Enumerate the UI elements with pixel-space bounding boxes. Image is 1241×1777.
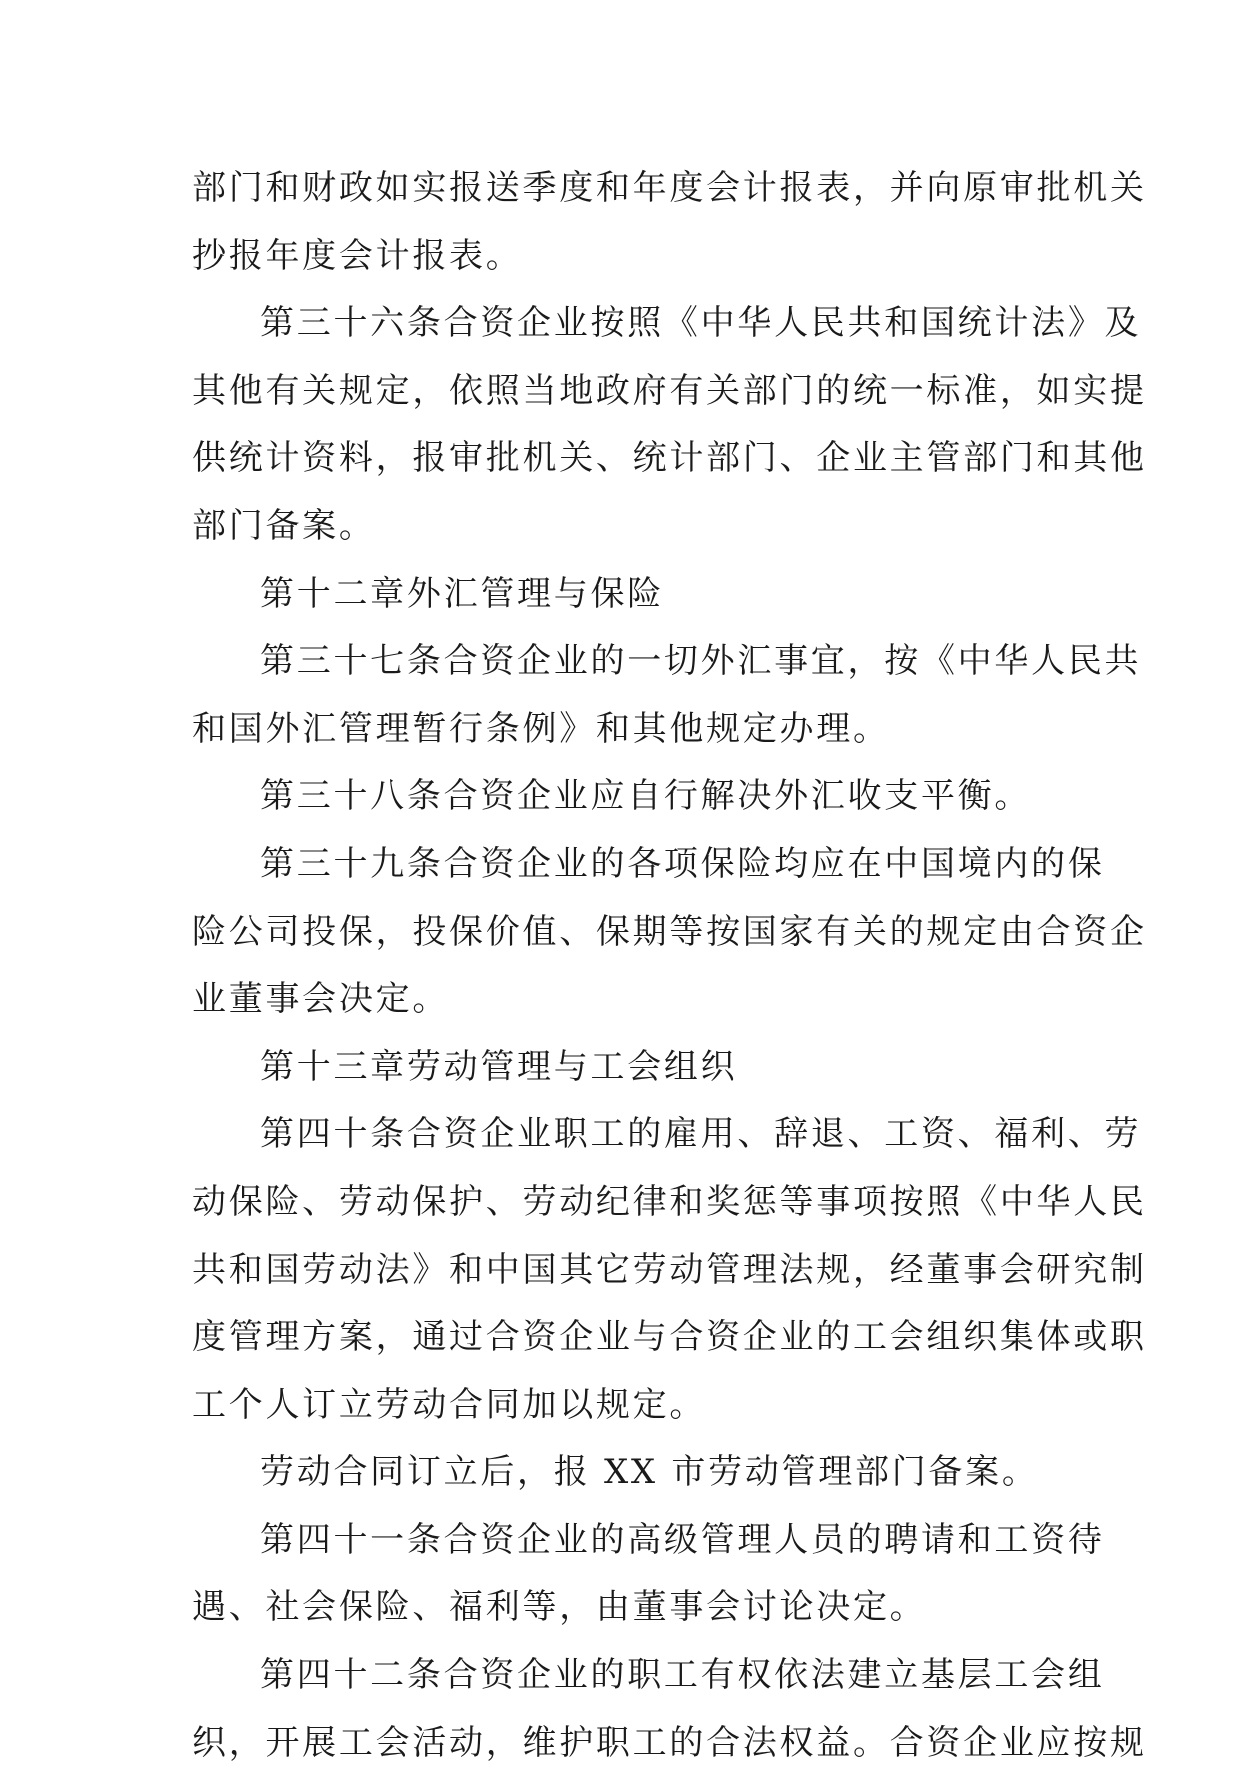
text-line: 第三十八条合资企业应自行解决外汇收支平衡。 <box>260 776 1032 817</box>
document-body <box>192 155 1147 1777</box>
text-line: 第三十六条合资企业按照《中华人民共和国统计法》及 <box>260 303 1142 344</box>
text-line: 其他有关规定，依照当地政府有关部门的统一标准，如实提 <box>192 370 1147 411</box>
paragraph-article-41 <box>192 1507 1105 1642</box>
paragraph-article-39 <box>192 831 1147 1034</box>
text-line: 第四十一条合资企业的高级管理人员的聘请和工资待 <box>260 1519 1105 1560</box>
text-line: 劳动合同订立后，报 XX 市劳动管理部门备案。 <box>260 1452 1039 1493</box>
paragraph-article-38 <box>192 763 1050 831</box>
text-line: 供统计资料，报审批机关、统计部门、企业主管部门和其他 <box>192 438 1147 479</box>
text-line: 险公司投保，投保价值、保期等按国家有关的规定由合资企 <box>192 911 1147 952</box>
paragraph-article-37 <box>192 628 1142 763</box>
text-line: 度管理方案，通过合资企业与合资企业的工会组织集体或职 <box>192 1317 1147 1358</box>
text-line: 第十三章劳动管理与工会组织 <box>260 1046 738 1087</box>
text-line: 第三十七条合资企业的一切外汇事宜，按《中华人民共 <box>260 641 1142 682</box>
text-line: 第四十二条合资企业的职工有权依法建立基层工会组 <box>260 1655 1105 1696</box>
chapter-heading-12 <box>192 561 1050 629</box>
text-line: 抄报年度会计报表。 <box>192 235 523 276</box>
text-line: 业董事会决定。 <box>192 979 450 1020</box>
text-line: 第四十条合资企业职工的雇用、辞退、工资、福利、劳 <box>260 1114 1142 1155</box>
text-line: 第三十九条合资企业的各项保险均应在中国境内的保 <box>260 843 1105 884</box>
text-line: 工个人订立劳动合同加以规定。 <box>192 1384 707 1425</box>
text-line: 第十二章外汇管理与保险 <box>260 573 664 614</box>
text-line: 动保险、劳动保护、劳动纪律和奖惩等事项按照《中华人民 <box>192 1181 1147 1222</box>
text-line: 共和国劳动法》和中国其它劳动管理法规，经董事会研究制 <box>192 1249 1147 1290</box>
text-line: 部门和财政如实报送季度和年度会计报表，并向原审批机关 <box>192 168 1147 208</box>
text-line: 和国外汇管理暂行条例》和其他规定办理。 <box>192 708 890 749</box>
paragraph-article-36 <box>192 290 1147 560</box>
text-line: 遇、社会保险、福利等，由董事会讨论决定。 <box>192 1587 927 1628</box>
text-line: 部门备案。 <box>192 505 376 546</box>
text-line: 织，开展工会活动，维护职工的合法权益。合资企业应按规 <box>192 1722 1147 1763</box>
paragraph-article-42 <box>192 1642 1147 1777</box>
chapter-heading-13 <box>192 1034 1050 1102</box>
paragraph <box>192 155 1147 290</box>
paragraph-labor-contract <box>192 1439 1050 1507</box>
paragraph-article-40 <box>192 1101 1147 1439</box>
